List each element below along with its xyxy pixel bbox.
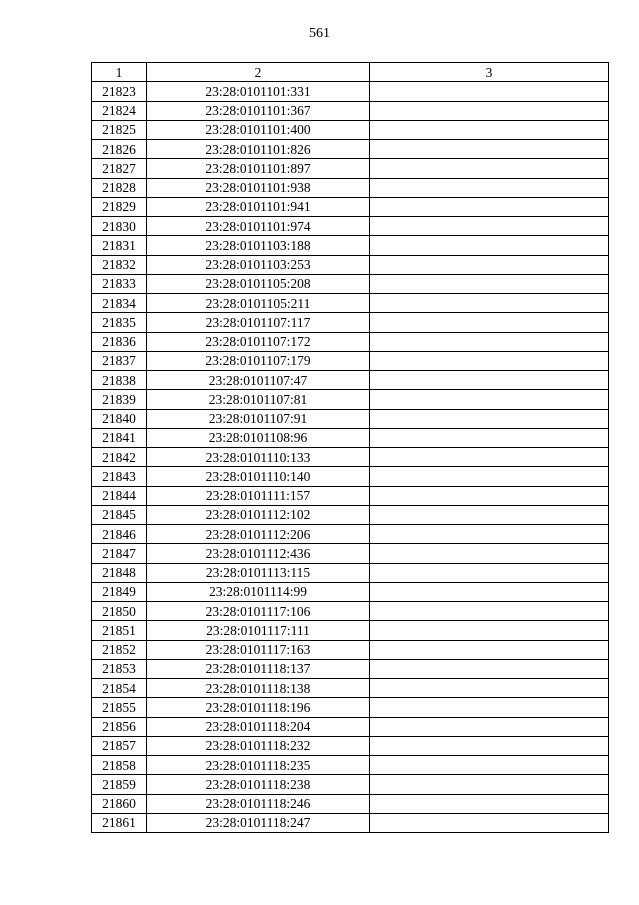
table-row [92,236,609,255]
row-number-cell: 21831 [92,236,147,255]
notes-cell [370,602,609,621]
notes-cell [370,332,609,351]
header-col-2: 2 [147,63,370,82]
notes-cell [370,544,609,563]
row-number-cell: 21826 [92,140,147,159]
cadastral-number-cell: 23:28:0101118:138 [147,679,370,698]
cadastral-number-cell: 23:28:0101101:897 [147,159,370,178]
notes-cell [370,505,609,524]
row-number-cell: 21845 [92,505,147,524]
notes-cell [370,679,609,698]
cadastral-number-cell: 23:28:0101101:938 [147,178,370,197]
row-number-cell: 21841 [92,428,147,447]
table-row [92,736,609,755]
notes-cell [370,428,609,447]
table-row [92,602,609,621]
cadastral-number-cell: 23:28:0101117:106 [147,602,370,621]
table-row [92,217,609,236]
notes-cell [370,140,609,159]
row-number-cell: 21827 [92,159,147,178]
table-row [92,409,609,428]
row-number-cell: 21854 [92,679,147,698]
cadastral-number-cell: 23:28:0101101:974 [147,217,370,236]
cadastral-number-cell: 23:28:0101118:246 [147,794,370,813]
cadastral-number-cell: 23:28:0101110:133 [147,448,370,467]
row-number-cell: 21857 [92,736,147,755]
notes-cell [370,236,609,255]
cadastral-number-cell: 23:28:0101117:111 [147,621,370,640]
cadastral-number-cell: 23:28:0101101:941 [147,197,370,216]
notes-cell [370,717,609,736]
cadastral-number-cell: 23:28:0101118:204 [147,717,370,736]
table-row [92,525,609,544]
table-row [92,582,609,601]
cadastral-number-cell: 23:28:0101118:196 [147,698,370,717]
row-number-cell: 21823 [92,82,147,101]
cadastral-number-cell: 23:28:0101118:235 [147,756,370,775]
row-number-cell: 21844 [92,486,147,505]
cadastral-number-cell: 23:28:0101118:247 [147,813,370,832]
notes-cell [370,101,609,120]
notes-cell [370,313,609,332]
row-number-cell: 21846 [92,525,147,544]
table-row [92,505,609,524]
header-row [92,63,609,82]
cadastral-number-cell: 23:28:0101118:238 [147,775,370,794]
table-row [92,698,609,717]
table-row [92,120,609,139]
row-number-cell: 21828 [92,178,147,197]
notes-cell [370,775,609,794]
cadastral-number-cell: 23:28:0101114:99 [147,582,370,601]
table-row [92,390,609,409]
notes-cell [370,794,609,813]
row-number-cell: 21847 [92,544,147,563]
header-col-1: 1 [92,63,147,82]
row-number-cell: 21852 [92,640,147,659]
row-number-cell: 21856 [92,717,147,736]
table-row [92,428,609,447]
table-row [92,159,609,178]
notes-cell [370,351,609,370]
table-row [92,371,609,390]
notes-cell [370,467,609,486]
row-number-cell: 21829 [92,197,147,216]
notes-cell [370,756,609,775]
table-row [92,448,609,467]
table-row [92,178,609,197]
table-row [92,82,609,101]
notes-cell [370,274,609,293]
row-number-cell: 21860 [92,794,147,813]
cadastral-number-cell: 23:28:0101107:172 [147,332,370,351]
table-row [92,313,609,332]
cadastral-number-cell: 23:28:0101105:208 [147,274,370,293]
notes-cell [370,813,609,832]
cadastral-number-cell: 23:28:0101107:81 [147,390,370,409]
notes-cell [370,82,609,101]
row-number-cell: 21836 [92,332,147,351]
notes-cell [370,294,609,313]
cadastral-number-cell: 23:28:0101105:211 [147,294,370,313]
cadastral-number-cell: 23:28:0101118:232 [147,736,370,755]
notes-cell [370,448,609,467]
table-row [92,775,609,794]
row-number-cell: 21832 [92,255,147,274]
notes-cell [370,159,609,178]
row-number-cell: 21824 [92,101,147,120]
cadastral-number-cell: 23:28:0101107:117 [147,313,370,332]
cadastral-number-cell: 23:28:0101108:96 [147,428,370,447]
table-row [92,621,609,640]
cadastral-number-cell: 23:28:0101103:253 [147,255,370,274]
notes-cell [370,409,609,428]
notes-cell [370,390,609,409]
table-row [92,255,609,274]
notes-cell [370,371,609,390]
notes-cell [370,621,609,640]
notes-cell [370,698,609,717]
cadastral-number-cell: 23:28:0101117:163 [147,640,370,659]
row-number-cell: 21843 [92,467,147,486]
row-number-cell: 21848 [92,563,147,582]
cadastral-number-cell: 23:28:0101112:206 [147,525,370,544]
cadastral-number-cell: 23:28:0101110:140 [147,467,370,486]
row-number-cell: 21830 [92,217,147,236]
notes-cell [370,486,609,505]
table-row [92,101,609,120]
row-number-cell: 21834 [92,294,147,313]
cadastral-number-cell: 23:28:0101112:436 [147,544,370,563]
table-row [92,486,609,505]
table-row [92,813,609,832]
row-number-cell: 21849 [92,582,147,601]
row-number-cell: 21850 [92,602,147,621]
row-number-cell: 21835 [92,313,147,332]
cadastral-number-cell: 23:28:0101101:400 [147,120,370,139]
header-col-3: 3 [370,63,609,82]
table-body [92,82,609,833]
table-row [92,467,609,486]
row-number-cell: 21859 [92,775,147,794]
table-row [92,563,609,582]
table-row [92,294,609,313]
cadastral-number-cell: 23:28:0101118:137 [147,659,370,678]
notes-cell [370,120,609,139]
cadastral-number-cell: 23:28:0101107:179 [147,351,370,370]
table-row [92,351,609,370]
table-row [92,794,609,813]
cadastral-number-cell: 23:28:0101113:115 [147,563,370,582]
notes-cell [370,217,609,236]
table-row [92,717,609,736]
cadastral-number-cell: 23:28:0101101:331 [147,82,370,101]
notes-cell [370,563,609,582]
notes-cell [370,659,609,678]
table-row [92,756,609,775]
cadastral-number-cell: 23:28:0101111:157 [147,486,370,505]
row-number-cell: 21851 [92,621,147,640]
table-row [92,544,609,563]
row-number-cell: 21839 [92,390,147,409]
row-number-cell: 21838 [92,371,147,390]
notes-cell [370,178,609,197]
table-row [92,197,609,216]
page-number: 561 [309,26,330,41]
row-number-cell: 21833 [92,274,147,293]
notes-cell [370,197,609,216]
row-number-cell: 21842 [92,448,147,467]
table-row [92,679,609,698]
cadastral-number-cell: 23:28:0101101:367 [147,101,370,120]
row-number-cell: 21837 [92,351,147,370]
notes-cell [370,582,609,601]
row-number-cell: 21853 [92,659,147,678]
cadastral-number-cell: 23:28:0101101:826 [147,140,370,159]
cadastral-number-cell: 23:28:0101103:188 [147,236,370,255]
table-header [92,63,609,82]
notes-cell [370,255,609,274]
cadastral-number-cell: 23:28:0101107:91 [147,409,370,428]
row-number-cell: 21861 [92,813,147,832]
row-number-cell: 21858 [92,756,147,775]
row-number-cell: 21825 [92,120,147,139]
notes-cell [370,736,609,755]
cadastral-number-cell: 23:28:0101107:47 [147,371,370,390]
notes-cell [370,525,609,544]
table-row [92,659,609,678]
row-number-cell: 21840 [92,409,147,428]
cadastral-table [91,62,609,833]
table-row [92,332,609,351]
notes-cell [370,640,609,659]
table-row [92,140,609,159]
table-row [92,640,609,659]
row-number-cell: 21855 [92,698,147,717]
table-row [92,274,609,293]
cadastral-number-cell: 23:28:0101112:102 [147,505,370,524]
